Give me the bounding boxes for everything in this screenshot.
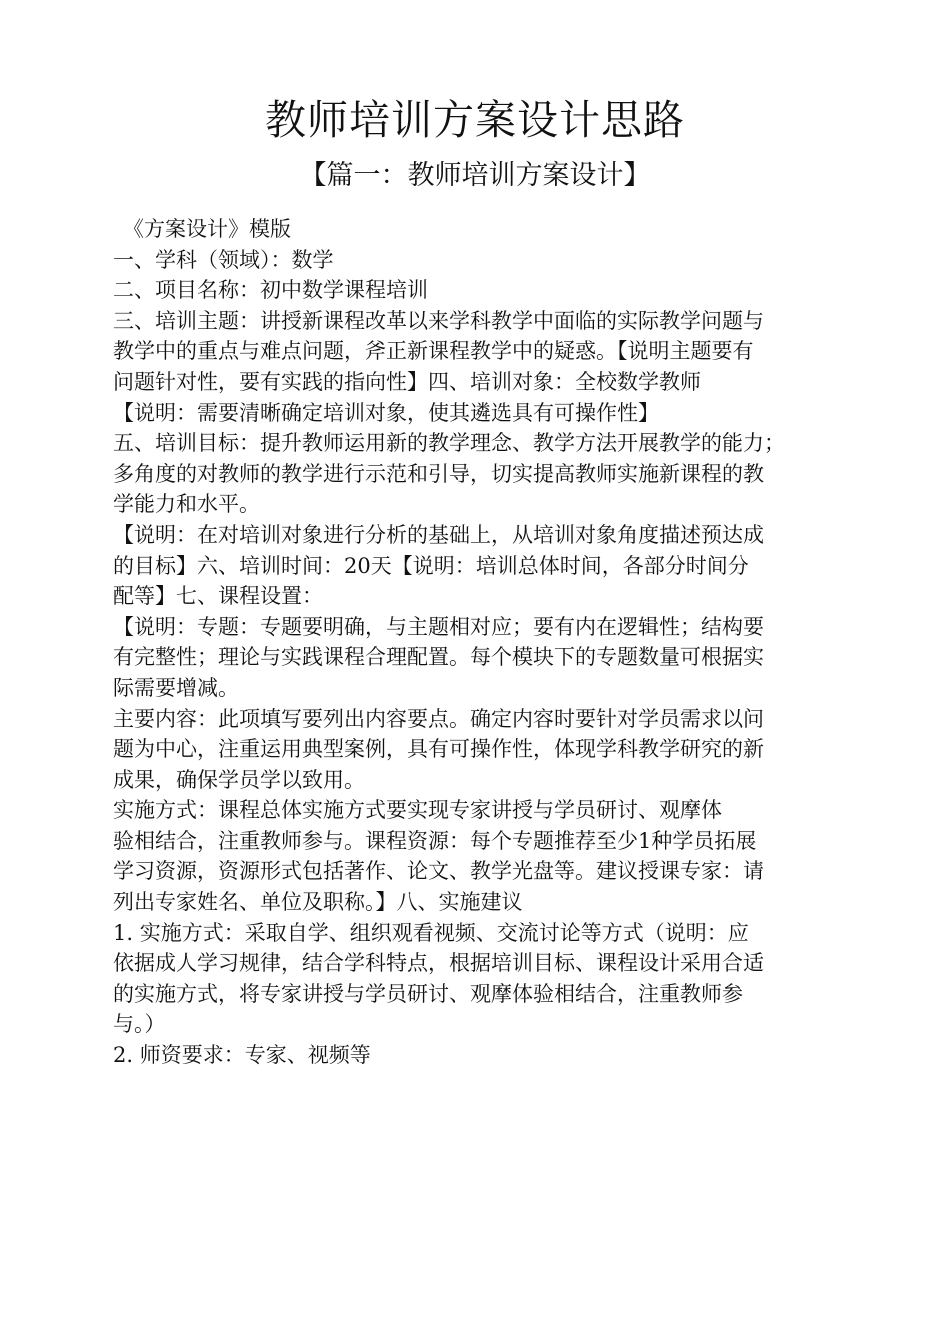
body-line: 一、学科（领域）：数学	[113, 247, 334, 272]
body-line: 学习资源，资源形式包括著作、论文、教学光盘等。建议授课专家：请	[113, 859, 764, 884]
body-line: 【说明：在对培训对象进行分析的基础上，从培训对象角度描述预达成	[113, 522, 764, 547]
body-line: 验相结合，注重教师参与。课程资源：每个专题推荐至少1种学员拓展	[113, 828, 757, 853]
body-line: 《方案设计》模版	[123, 217, 291, 241]
body-line: 际需要增减。	[113, 675, 239, 700]
body-line: 问题针对性，要有实践的指向性】四、培训对象：全校数学教师	[113, 369, 701, 394]
body-line: 的实施方式，将专家讲授与学员研讨、观摩体验相结合，注重教师参	[113, 981, 743, 1006]
body-line: 2. 师资要求：专家、视频等	[113, 1043, 371, 1068]
body-line: 有完整性；理论与实践课程合理配置。每个模块下的专题数量可根据实	[113, 645, 764, 670]
document-subtitle: 【篇一：教师培训方案设计】	[299, 160, 651, 191]
body-line: 学能力和水平。	[113, 492, 260, 517]
body-line: 题为中心，注重运用典型案例，具有可操作性，体现学科教学研究的新	[113, 737, 764, 762]
body-line: 配等】七、课程设置：	[113, 584, 323, 609]
body-line: 教学中的重点与难点问题，斧正新课程教学中的疑惑。【说明主题要有	[113, 339, 754, 364]
document-title: 教师培训方案设计思路	[265, 96, 685, 144]
body-line: 多角度的对教师的教学进行示范和引导，切实提高教师实施新课程的教	[113, 461, 764, 486]
body-line: 五、培训目标：提升教师运用新的教学理念、教学方法开展教学的能力；	[113, 431, 785, 456]
body-line: 三、培训主题：讲授新课程改革以来学科教学中面临的实际教学问题与	[113, 308, 764, 333]
body-line: 的目标】六、培训时间：20天【说明：培训总体时间，各部分时间分	[113, 553, 749, 578]
body-line: 1. 实施方式：采取自学、组织观看视频、交流讨论等方式（说明：应	[113, 920, 749, 945]
body-line: 实施方式：课程总体实施方式要实现专家讲授与学员研讨、观摩体	[113, 798, 722, 823]
body-line: 主要内容：此项填写要列出内容要点。确定内容时要针对学员需求以问	[113, 706, 764, 731]
body-line: 依据成人学习规律，结合学科特点，根据培训目标、课程设计采用合适	[113, 951, 764, 976]
body-line: 成果，确保学员学以致用。	[113, 767, 365, 792]
body-line: 【说明：专题：专题要明确，与主题相对应；要有内在逻辑性；结构要	[113, 614, 764, 639]
document-body	[113, 214, 843, 1071]
body-line: 与。）	[113, 1012, 166, 1037]
body-line: 二、项目名称：初中数学课程培训	[113, 278, 428, 303]
body-line: 列出专家姓名、单位及职称。】八、实施建议	[113, 890, 523, 915]
body-line: 【说明：需要清晰确定培训对象，使其遴选具有可操作性】	[113, 400, 659, 425]
